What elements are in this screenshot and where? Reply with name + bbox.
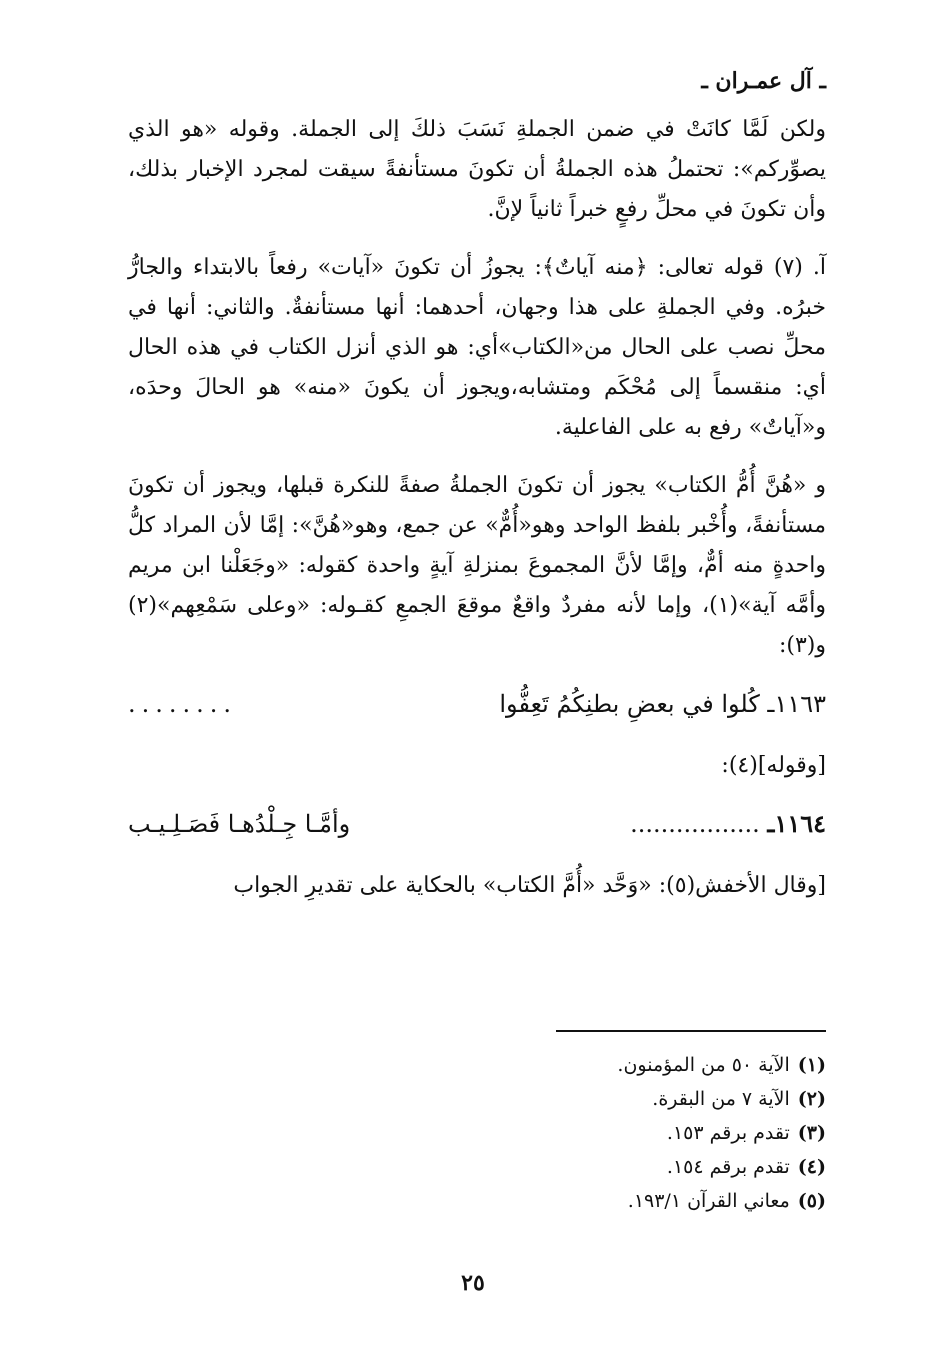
paragraph-3: و «هُنَّ أُمُّ الكتاب» يجوز أن تكونَ الجملةُ صفةً للنكرة قبلها، ويجوز أن تكونَ مستأنفةً، وأُخْبر بلفظ الواحد وهو«أُمٌّ» عن جمع، وهو«هُنَّ»: إمَّا لأن المراد كلُّ واحدةٍ منه أمٌّ، وإمَّا لأنَّ المجموعَ بمنزلةِ آيةٍ واحدة كقوله: «وجَعَلْنا ابن مريم وأمَّه آية»(١)، وإما لأنه مفردٌ واقعٌ موقعَ الجمعِ كقـوله: «وعلى سَمْعِهم»(٢) و(٣): bbox=[128, 473, 826, 658]
verse-1164-text: وأمَّـا جِـلْدُهـا فَصَـلِـيـب bbox=[128, 810, 351, 838]
paragraph-2: آ. (٧) قوله تعالى: ﴿منه آياتٌ﴾: يجوزُ أن تكونَ «آيات» رفعاً بالابتداء والجارُّ خبرُه. وفي الجملةِ على هذا وجهان، أحدهما: أنها مستأنفةٌ. والثاني: أنها في محلِّ نصب على الحال من«الكتاب»أي: هو الذي أنزل الكتاب في هذه الحال أي: منقسماً إلى مُحْكَم ومتشابه،ويجوز أن يكونَ «منه» هو الحالَ وحدَه، و«آياتٌ» رفع به على الفاعلية. bbox=[128, 255, 826, 440]
verse-1164-dots: ................. bbox=[630, 810, 760, 838]
footnote-separator bbox=[556, 1030, 826, 1032]
verse-1164-number: ١١٦٤ـ bbox=[767, 809, 826, 838]
page-number: ٢٥ bbox=[461, 1270, 485, 1296]
verse-1164 bbox=[128, 804, 826, 844]
paragraph-1: ولكن لَمَّا كانَتْ في ضمن الجملةِ نَسَبَ ذلكَ إلى الجملة. وقوله «هو الذي يصوِّركم»: تحتملُ هذه الجملةُ أن تكونَ مستأنفةً سيقت لمجرد الإخبار بذلك، وأن تكونَ في محلِّ رفعٍ خبراً ثانياً لإنَّ. bbox=[128, 117, 826, 222]
verse-1163-text: ١١٦٣ـ كُلوا في بعضِ بطنِكُمُ تَعِفُّوا bbox=[499, 690, 826, 718]
footnote-1: (١)الآية ٥٠ من المؤمنون. bbox=[617, 1054, 826, 1076]
akhfash-line: [وقال الأخفش(٥): «وَحَّد «أُمَّ الكتاب» بالحكاية على تقديرِ الجواب bbox=[233, 873, 826, 898]
verse-1163 bbox=[128, 684, 826, 724]
footnotes bbox=[617, 1048, 826, 1218]
qawluh-line: [وقوله](٤): bbox=[721, 753, 826, 778]
verse-1163-dots: ........ bbox=[128, 690, 238, 718]
footnote-3: (٣)تقدم برقم ١٥٣. bbox=[666, 1122, 826, 1144]
main-text bbox=[128, 110, 826, 924]
running-header: ـ آل عمـران ـ bbox=[701, 68, 826, 94]
footnote-2: (٢)الآية ٧ من البقرة. bbox=[652, 1088, 826, 1110]
footnote-4: (٤)تقدم برقم ١٥٤. bbox=[666, 1156, 826, 1178]
footnote-5: (٥)معاني القرآن ١٩٣/١. bbox=[627, 1190, 826, 1212]
